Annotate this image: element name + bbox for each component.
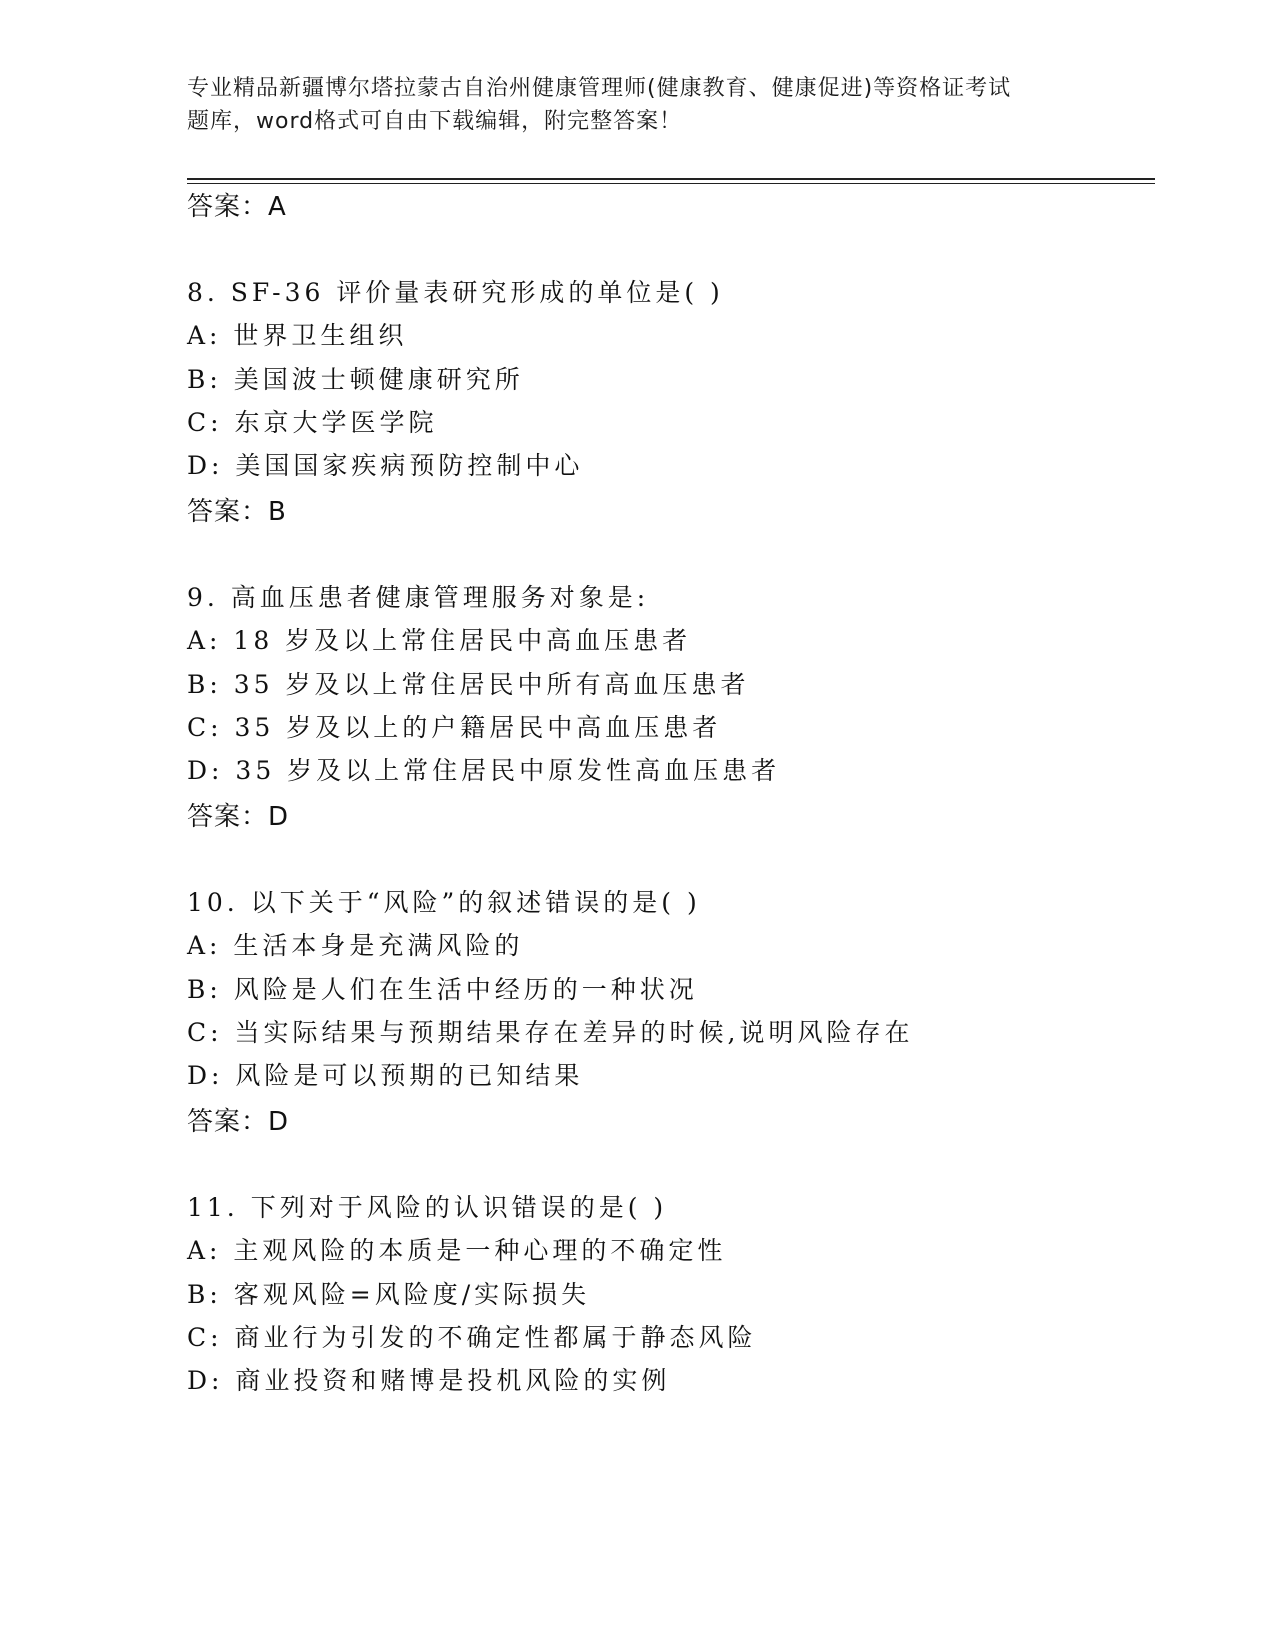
answer: 答案：D [187,1107,290,1137]
option-a: A: 18 岁及以上常住居民中高血压患者 [187,626,692,655]
option-d: D: 风险是可以预期的已知结果 [187,1061,584,1090]
previous-answer: 答案：A [187,192,287,222]
option-a: A: 主观风险的本质是一种心理的不确定性 [187,1236,727,1265]
option-b: B: 35 岁及以上常住居民中所有高血压患者 [187,670,750,699]
question-stem: 10. 以下关于“风险”的叙述错误的是( ) [187,888,701,917]
header-divider-thin [187,183,1155,184]
answer: 答案：D [187,802,290,832]
document-header [187,72,1107,138]
option-d: D: 商业投资和赌博是投机风险的实例 [187,1366,671,1395]
option-d: D: 35 岁及以上常住居民中原发性高血压患者 [187,756,781,785]
answer: 答案：B [187,497,287,527]
option-b: B: 风险是人们在生活中经历的一种状况 [187,975,698,1004]
header-line-2: 题库，word格式可自由下载编辑，附完整答案！ [187,109,683,134]
question-stem: 9. 高血压患者健康管理服务对象是: [187,583,650,612]
header-divider [187,178,1155,180]
option-b: B: 客观风险=风险度/实际损失 [187,1280,591,1309]
option-c: C: 当实际结果与预期结果存在差异的时候,说明风险存在 [187,1018,914,1047]
option-d: D: 美国国家疾病预防控制中心 [187,451,584,480]
option-c: C: 商业行为引发的不确定性都属于静态风险 [187,1323,757,1352]
question-stem: 11. 下列对于风险的认识错误的是( ) [187,1193,668,1222]
option-c: C: 35 岁及以上的户籍居民中高血压患者 [187,713,722,742]
option-b: B: 美国波士顿健康研究所 [187,365,524,394]
option-a: A: 世界卫生组织 [187,321,408,350]
header-line-1: 专业精品新疆博尔塔拉蒙古自治州健康管理师(健康教育、健康促进)等资格证考试 [187,76,1012,101]
option-c: C: 东京大学医学院 [187,408,438,437]
option-a: A: 生活本身是充满风险的 [187,931,524,960]
question-stem: 8. SF-36 评价量表研究形成的单位是( ) [187,278,724,307]
